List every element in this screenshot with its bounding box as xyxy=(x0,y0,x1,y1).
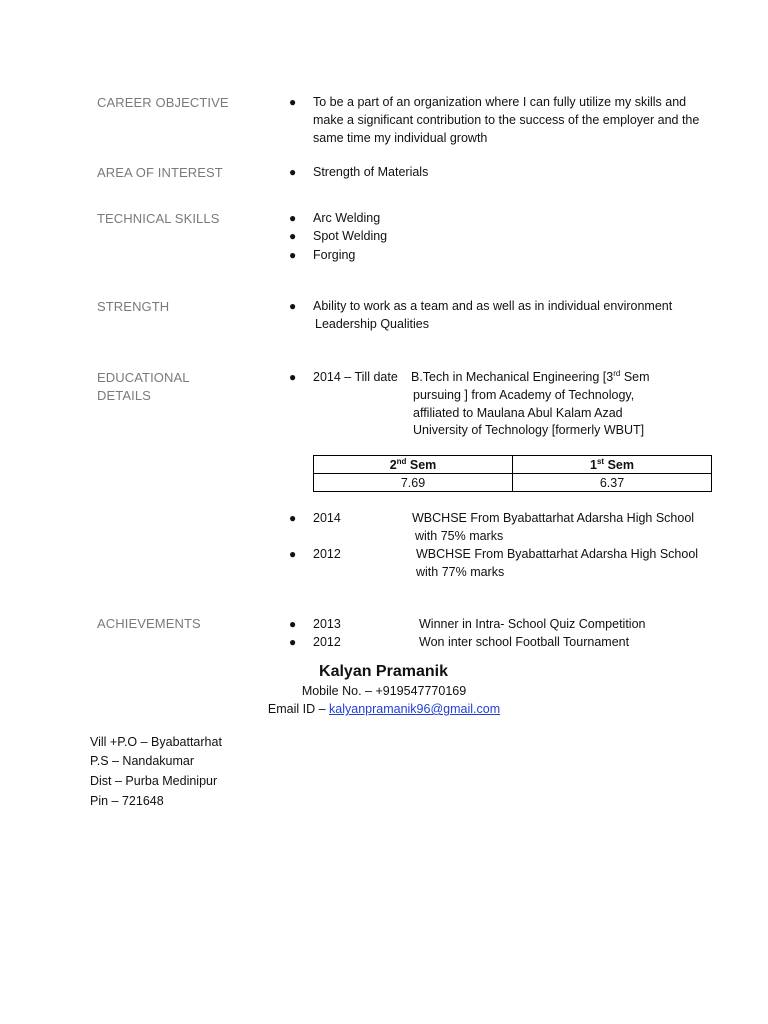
strength-heading: STRENGTH xyxy=(97,299,170,314)
achievement-text: Won inter school Football Tournament xyxy=(419,635,630,649)
achievement-year: 2012 xyxy=(313,635,341,649)
school-year: 2014 xyxy=(313,511,341,525)
bullet-icon: ● xyxy=(289,95,297,109)
table-cell: 6.37 xyxy=(513,474,712,492)
table-header-cell: 2nd Sem xyxy=(314,456,513,474)
school-line-2: with 77% marks xyxy=(416,565,505,579)
address-line: Pin – 721648 xyxy=(90,794,164,808)
bullet-icon: ● xyxy=(289,617,297,631)
technical-skill-item: Forging xyxy=(313,248,356,262)
bullet-icon: ● xyxy=(289,511,297,525)
education-degree-line-2: pursuing ] from Academy of Technology, xyxy=(413,388,635,402)
strength-extra-line: Leadership Qualities xyxy=(315,317,429,331)
education-degree-line xyxy=(411,368,650,386)
table-header-cell: 1st Sem xyxy=(513,456,712,474)
bullet-icon: ● xyxy=(289,635,297,649)
email-label: Email ID – xyxy=(267,702,330,716)
education-degree-line-4: University of Technology [formerly WBUT] xyxy=(413,423,645,437)
school-line-2: with 75% marks xyxy=(415,529,504,543)
bullet-icon: ● xyxy=(289,370,297,384)
career-objective-line-3: same time my individual growth xyxy=(313,131,488,145)
degree-text: B.Tech in Mechanical Engineering [3 xyxy=(411,370,614,384)
candidate-name: Kalyan Pramanik xyxy=(319,663,448,680)
bullet-icon: ● xyxy=(289,248,297,262)
school-year: 2012 xyxy=(313,547,341,561)
bullet-icon: ● xyxy=(289,165,297,179)
achievements-heading: ACHIEVEMENTS xyxy=(97,616,201,631)
degree-text-tail: Sem xyxy=(620,370,650,384)
address-line: Vill +P.O – Byabattarhat xyxy=(90,735,222,749)
education-current-year: 2014 – Till date xyxy=(313,370,398,384)
achievement-year: 2013 xyxy=(313,617,341,631)
school-line-1: WBCHSE From Byabattarhat Adarsha High School xyxy=(412,511,695,525)
table-cell: 7.69 xyxy=(314,474,513,492)
semester-grades-table xyxy=(313,455,712,492)
technical-skill-item: Arc Welding xyxy=(313,211,381,225)
mobile-number: Mobile No. – +919547770169 xyxy=(301,684,467,698)
educational-details-heading: EDUCATIONAL xyxy=(97,370,190,385)
bullet-icon: ● xyxy=(289,299,297,313)
technical-skill-item: Spot Welding xyxy=(313,229,388,243)
area-of-interest-heading: AREA OF INTEREST xyxy=(97,165,223,180)
degree-sup: rd xyxy=(613,368,621,378)
address-line: Dist – Purba Medinipur xyxy=(90,774,218,788)
bullet-icon: ● xyxy=(289,547,297,561)
table-row xyxy=(314,474,712,492)
career-objective-line-1: To be a part of an organization where I can fully utilize my skills and xyxy=(313,95,687,109)
achievement-text: Winner in Intra- School Quiz Competition xyxy=(419,617,646,631)
school-line-1: WBCHSE From Byabattarhat Adarsha High School xyxy=(416,547,699,561)
email-line xyxy=(0,700,768,718)
table-row xyxy=(314,456,712,474)
bullet-icon: ● xyxy=(289,229,297,243)
strength-item: Ability to work as a team and as well as in individual environment xyxy=(313,299,673,313)
address-line: P.S – Nandakumar xyxy=(90,754,194,768)
area-of-interest-item: Strength of Materials xyxy=(313,165,429,179)
bullet-icon: ● xyxy=(289,211,297,225)
career-objective-heading: CAREER OBJECTIVE xyxy=(97,95,229,110)
technical-skills-heading: TECHNICAL SKILLS xyxy=(97,211,220,226)
email-link[interactable]: kalyanpramanik96@gmail.com xyxy=(329,702,501,716)
career-objective-line-2: make a significant contribution to the success of the employer and the xyxy=(313,113,700,127)
education-degree-line-3: affiliated to Maulana Abul Kalam Azad xyxy=(413,406,623,420)
educational-details-heading-2: DETAILS xyxy=(97,388,151,403)
